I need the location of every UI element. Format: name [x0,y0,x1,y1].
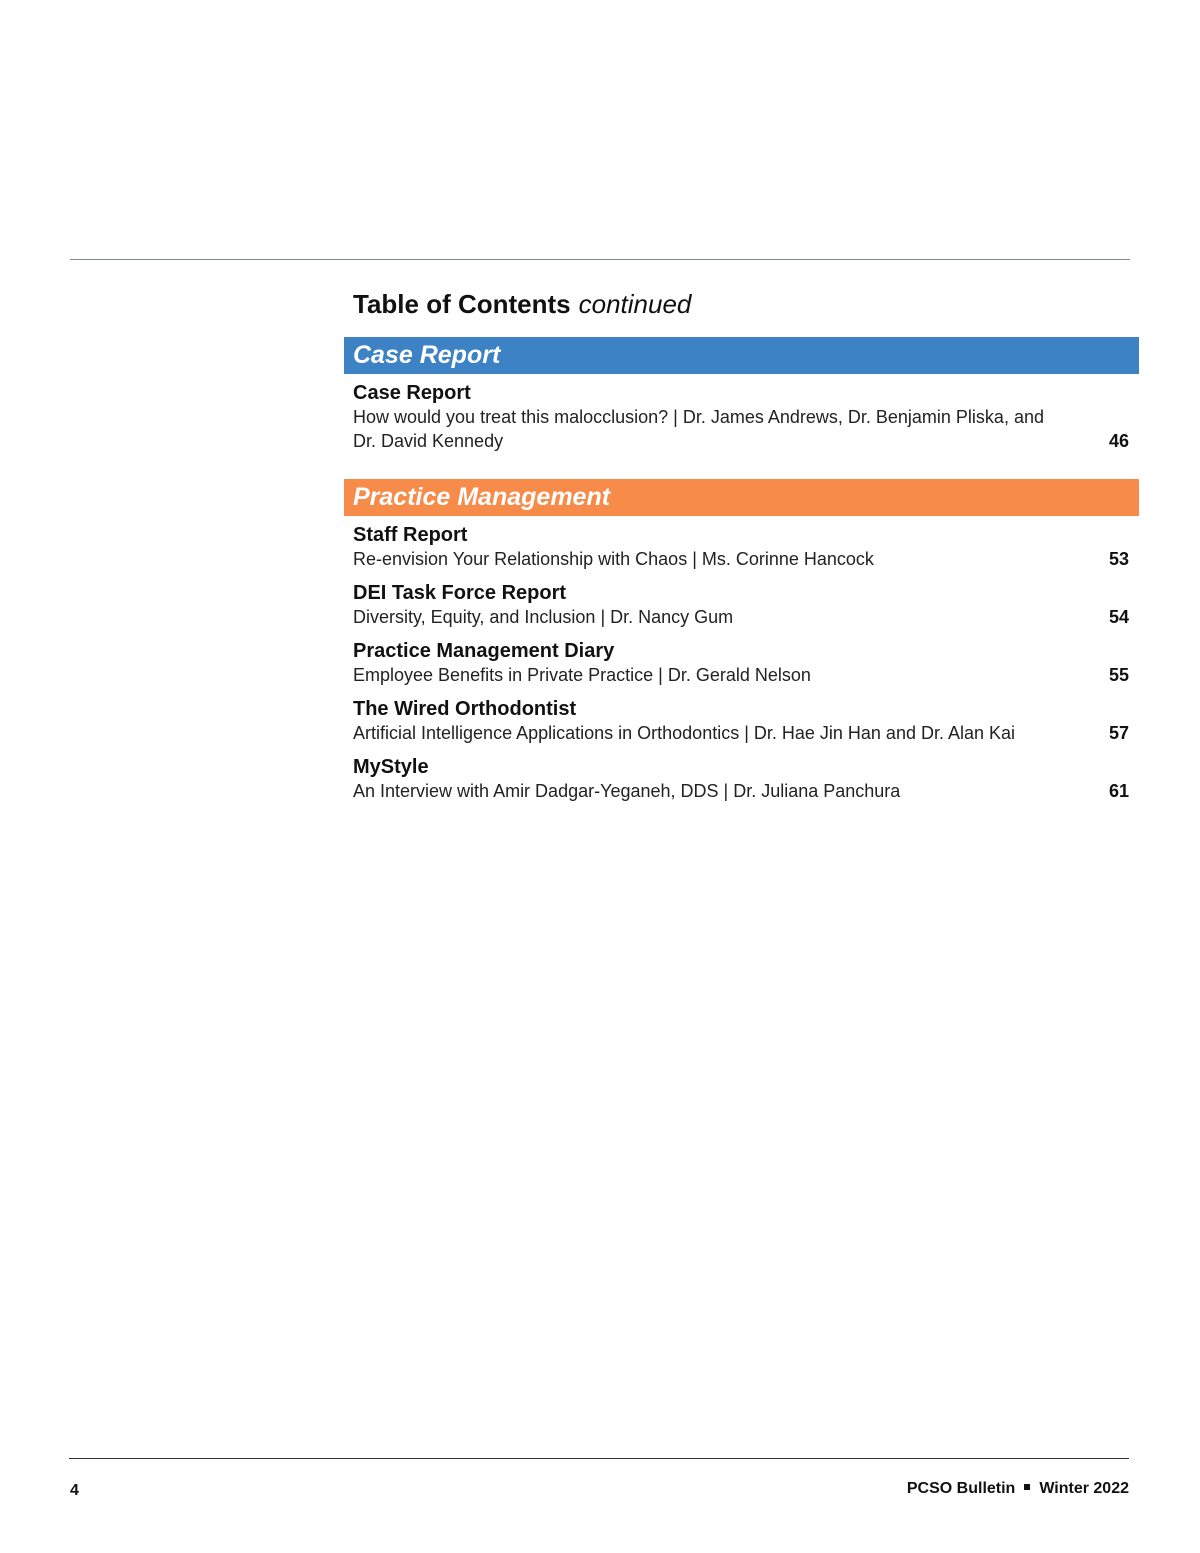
entry-page-number: 55 [1108,665,1129,685]
entry-title: The Wired Orthodontist [353,698,577,720]
page-title [353,284,1139,324]
toc-entry[interactable] [353,639,1129,687]
entry-title: Case Report [353,382,471,404]
page-title-text: Table of Contents [353,289,571,319]
entry-description: An Interview with Amir Dadgar-Yeganeh, DDS | Dr. Juliana Panchura [353,781,901,801]
footer-publication [907,1480,1129,1498]
entry-description: Artificial Intelligence Applications in Orthodontics | Dr. Hae Jin Han and Dr. Alan Kai [353,723,1016,743]
section-entries-practice-management [344,523,1139,803]
toc-entry[interactable] [353,581,1129,629]
table-of-contents [344,284,1139,803]
entry-title: Practice Management Diary [353,640,615,662]
top-divider [70,259,1130,260]
entry-title: DEI Task Force Report [353,582,567,604]
toc-entry[interactable] [353,755,1129,803]
square-bullet-icon [1024,1484,1030,1490]
footer-publication-name: PCSO Bulletin [906,1480,1016,1497]
section-heading-case-report: Case Report [344,337,1139,374]
entry-title: MyStyle [353,756,429,778]
toc-entry[interactable] [353,381,1129,453]
entry-page-number: 61 [1108,781,1129,801]
toc-entry[interactable] [353,523,1129,571]
entry-description: Employee Benefits in Private Practice | Dr. Gerald Nelson [353,665,811,685]
entry-title: Staff Report [353,524,468,546]
entry-description: Diversity, Equity, and Inclusion | Dr. Nancy Gum [353,607,734,627]
section-entries-case-report [344,381,1139,453]
entry-page-number: 54 [1108,607,1129,627]
footer-issue: Winter 2022 [1039,1480,1129,1497]
entry-page-number: 57 [1108,723,1129,743]
entry-description: Re-envision Your Relationship with Chaos | Ms. Corinne Hancock [353,549,874,569]
page-title-suffix: continued [578,289,692,319]
footer-page-number: 4 [70,1482,79,1499]
section-heading-practice-management: Practice Management [344,479,1139,516]
entry-page-number: 53 [1108,549,1129,569]
toc-entry[interactable] [353,697,1129,745]
entry-page-number: 46 [1108,431,1129,451]
footer-divider [69,1458,1129,1459]
entry-description: How would you treat this malocclusion? | Dr. James Andrews, Dr. Benjamin Pliska, and Dr. David Kennedy [353,407,1044,451]
